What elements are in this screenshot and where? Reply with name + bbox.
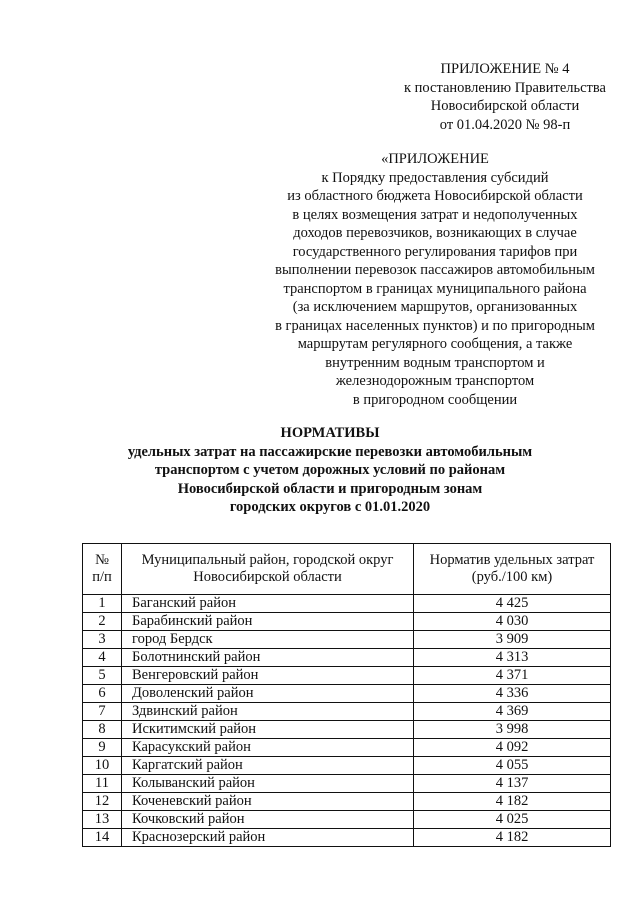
header-district-line1: Муниципальный район, городской округ <box>141 552 394 568</box>
sub-appendix-line: «ПРИЛОЖЕНИЕ <box>381 151 489 167</box>
row-number-cell: 3 <box>83 631 122 649</box>
header-district-line2: Новосибирской области <box>193 569 342 585</box>
title-line: транспортом с учетом дорожных условий по районам <box>154 462 506 478</box>
sub-appendix-line: к Порядку предоставления субсидий <box>321 169 549 186</box>
title-line: городских округов с 01.01.2020 <box>229 499 431 515</box>
district-cell: Здвинский район <box>122 703 414 721</box>
header-norm-line2: (руб./100 км) <box>471 569 553 585</box>
table-row <box>83 793 611 811</box>
norm-cell: 3 998 <box>414 721 611 739</box>
row-number-cell: 13 <box>83 811 122 829</box>
sub-appendix-line: выполнении перевозок пассажиров автомобильным <box>275 262 595 278</box>
header-norm-line1: Норматив удельных затрат <box>429 552 595 568</box>
norm-cell: 4 369 <box>414 703 611 721</box>
row-number-cell: 1 <box>83 595 122 613</box>
appendix-line: ПРИЛОЖЕНИЕ № 4 <box>440 61 570 77</box>
district-cell: Карасукский район <box>122 739 414 757</box>
table-body <box>83 595 611 847</box>
row-number-cell: 10 <box>83 757 122 775</box>
norm-cell: 4 371 <box>414 667 611 685</box>
district-cell: Барабинский район <box>122 613 414 631</box>
title-line: Новосибирской области и пригородным зонам <box>177 480 483 497</box>
appendix-line: к постановлению Правительства <box>404 79 606 96</box>
district-cell: Коченевский район <box>122 793 414 811</box>
row-number-cell: 11 <box>83 775 122 793</box>
norm-cell: 4 182 <box>414 793 611 811</box>
norm-cell: 4 030 <box>414 613 611 631</box>
row-number-cell: 8 <box>83 721 122 739</box>
district-cell: Кочковский район <box>122 811 414 829</box>
row-number-cell: 7 <box>83 703 122 721</box>
document-title <box>80 424 580 517</box>
table-row <box>83 739 611 757</box>
sub-appendix-line: транспортом в границах муниципального района <box>283 280 587 297</box>
row-number-cell: 2 <box>83 613 122 631</box>
header-num-line2: п/п <box>92 569 112 585</box>
appendix-header <box>370 60 640 134</box>
norm-cell: 4 137 <box>414 775 611 793</box>
appendix-line: от 01.04.2020 № 98-п <box>439 116 571 133</box>
table-row <box>83 667 611 685</box>
norm-cell: 4 313 <box>414 649 611 667</box>
header-num-line1: № <box>95 552 109 568</box>
district-cell: Венгеровский район <box>122 667 414 685</box>
title-line: удельных затрат на пассажирские перевозки автомобильным <box>127 443 533 460</box>
sub-appendix-line: в границах населенных пунктов) и по пригородным <box>275 317 595 334</box>
norm-cell: 4 055 <box>414 757 611 775</box>
sub-appendix-line: внутренним водным транспортом и <box>325 354 545 371</box>
table-row <box>83 721 611 739</box>
sub-appendix-header <box>265 150 605 409</box>
district-cell: Искитимский район <box>122 721 414 739</box>
header-district <box>122 544 414 595</box>
sub-appendix-line: маршрутам регулярного сообщения, а также <box>297 336 573 352</box>
table-row <box>83 829 611 847</box>
norm-cell: 4 336 <box>414 685 611 703</box>
district-cell: Колыванский район <box>122 775 414 793</box>
table-row <box>83 685 611 703</box>
district-cell: город Бердск <box>122 631 414 649</box>
sub-appendix-line: из областного бюджета Новосибирской области <box>287 188 583 204</box>
row-number-cell: 4 <box>83 649 122 667</box>
sub-appendix-line: доходов перевозчиков, возникающих в случае <box>293 225 577 241</box>
norm-cell: 4 182 <box>414 829 611 847</box>
district-cell: Баганский район <box>122 595 414 613</box>
table-row <box>83 595 611 613</box>
header-norm <box>414 544 611 595</box>
table-row <box>83 757 611 775</box>
sub-appendix-line: (за исключением маршрутов, организованных <box>292 299 578 315</box>
row-number-cell: 5 <box>83 667 122 685</box>
row-number-cell: 14 <box>83 829 122 847</box>
table-row <box>83 703 611 721</box>
title-line: НОРМАТИВЫ <box>280 425 380 441</box>
table-header-row <box>83 544 611 595</box>
sub-appendix-line: в пригородном сообщении <box>352 391 518 408</box>
district-cell: Каргатский район <box>122 757 414 775</box>
district-cell: Доволенский район <box>122 685 414 703</box>
norm-cell: 4 025 <box>414 811 611 829</box>
header-num <box>83 544 122 595</box>
table-row <box>83 631 611 649</box>
row-number-cell: 12 <box>83 793 122 811</box>
sub-appendix-line: государственного регулирования тарифов при <box>292 243 578 260</box>
norm-cell: 4 425 <box>414 595 611 613</box>
table-row <box>83 811 611 829</box>
table-row <box>83 775 611 793</box>
norm-cell: 4 092 <box>414 739 611 757</box>
norm-cell: 3 909 <box>414 631 611 649</box>
row-number-cell: 9 <box>83 739 122 757</box>
table-row <box>83 613 611 631</box>
district-cell: Краснозерский район <box>122 829 414 847</box>
appendix-line: Новосибирской области <box>430 98 580 114</box>
table-row <box>83 649 611 667</box>
norms-table <box>82 543 611 847</box>
row-number-cell: 6 <box>83 685 122 703</box>
sub-appendix-line: в целях возмещения затрат и недополученных <box>292 206 578 223</box>
sub-appendix-line: железнодорожным транспортом <box>335 373 535 389</box>
district-cell: Болотнинский район <box>122 649 414 667</box>
